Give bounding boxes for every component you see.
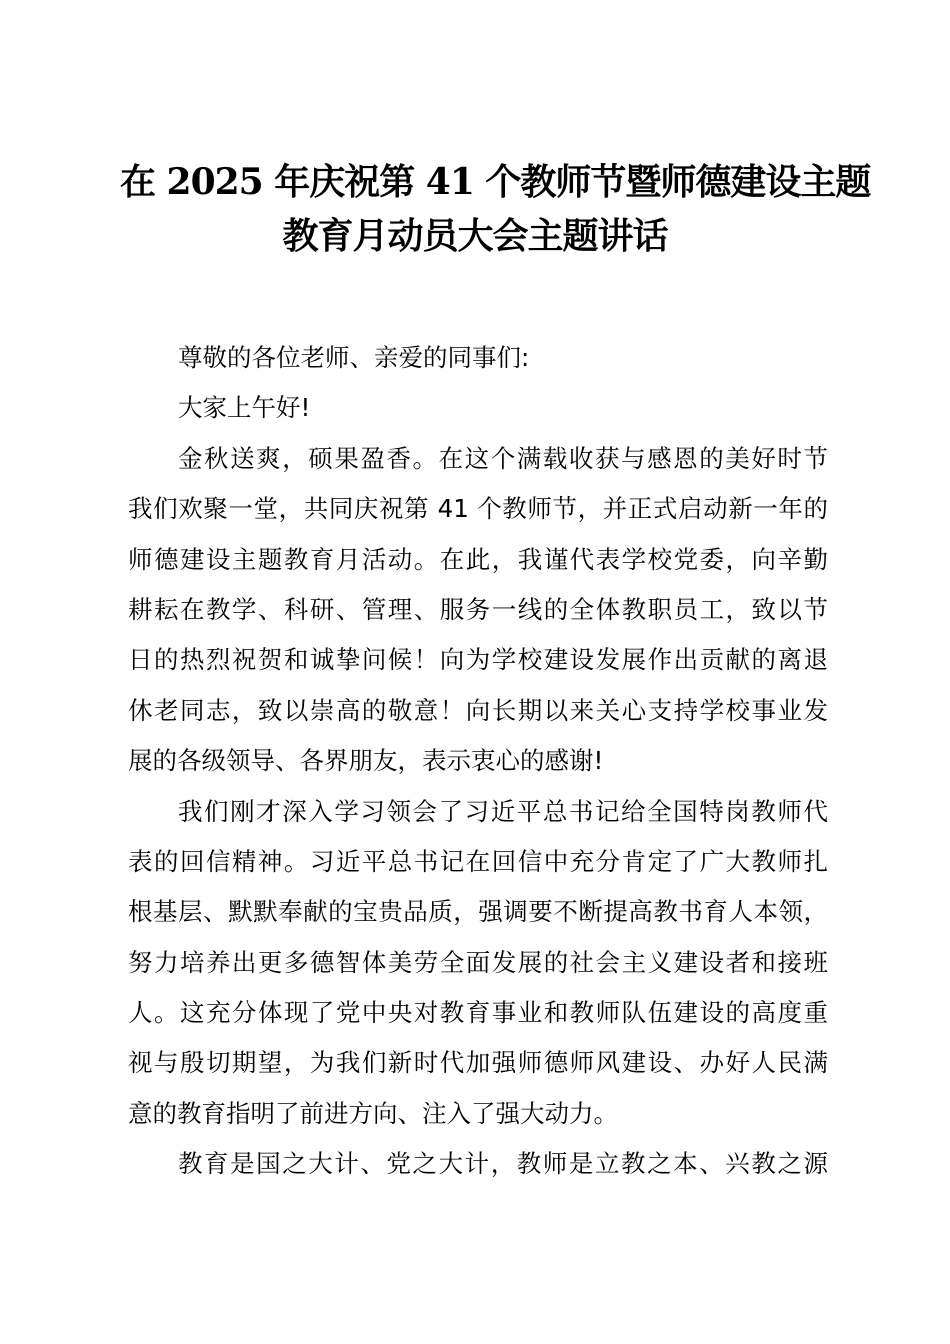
document-title: [120, 155, 871, 263]
document-body: [128, 333, 828, 1190]
body-line: 教育是国之大计、党之大计，教师是立教之本、兴教之源: [178, 1149, 828, 1179]
title-line-1: 在 2025 年庆祝第 41 个教师节暨师德建设主题: [120, 161, 871, 203]
body-line: 视与殷切期望，为我们新时代加强师德师风建设、办好人民满: [128, 1048, 828, 1078]
body-line: 我们欢聚一堂，共同庆祝第 41 个教师节，并正式启动新一年的: [128, 494, 828, 524]
body-line: 我们刚才深入学习领会了习近平总书记给全国特岗教师代: [178, 796, 828, 826]
body-line: 展的各级领导、各界朋友，表示衷心的感谢!: [128, 746, 604, 776]
body-line: 金秋送爽，硕果盈香。在这个满载收获与感恩的美好时节: [178, 443, 828, 473]
body-line: 师德建设主题教育月活动。在此，我谨代表学校党委，向辛勤: [128, 544, 828, 574]
body-line: 根基层、默默奉献的宝贵品质，强调要不断提高教书育人本领，: [128, 897, 828, 927]
body-line: 尊敬的各位老师、亲爱的同事们:: [178, 343, 530, 372]
body-line: 休老同志，致以崇高的敬意！向长期以来关心支持学校事业发: [128, 695, 828, 725]
body-line: 大家上午好!: [178, 393, 311, 423]
body-line: 耕耘在教学、科研、管理、服务一线的全体教职员工，致以节: [128, 594, 828, 624]
body-line: 表的回信精神。习近平总书记在回信中充分肯定了广大教师扎: [128, 846, 828, 876]
body-line: 日的热烈祝贺和诚挚问候！向为学校建设发展作出贡献的离退: [128, 645, 828, 675]
body-line: 意的教育指明了前进方向、注入了强大动力。: [128, 1098, 618, 1128]
body-line: 努力培养出更多德智体美劳全面发展的社会主义建设者和接班: [128, 947, 828, 977]
title-line-2: 教育月动员大会主题讲话: [282, 215, 668, 257]
body-line: 人。这充分体现了党中央对教育事业和教师队伍建设的高度重: [128, 998, 828, 1028]
